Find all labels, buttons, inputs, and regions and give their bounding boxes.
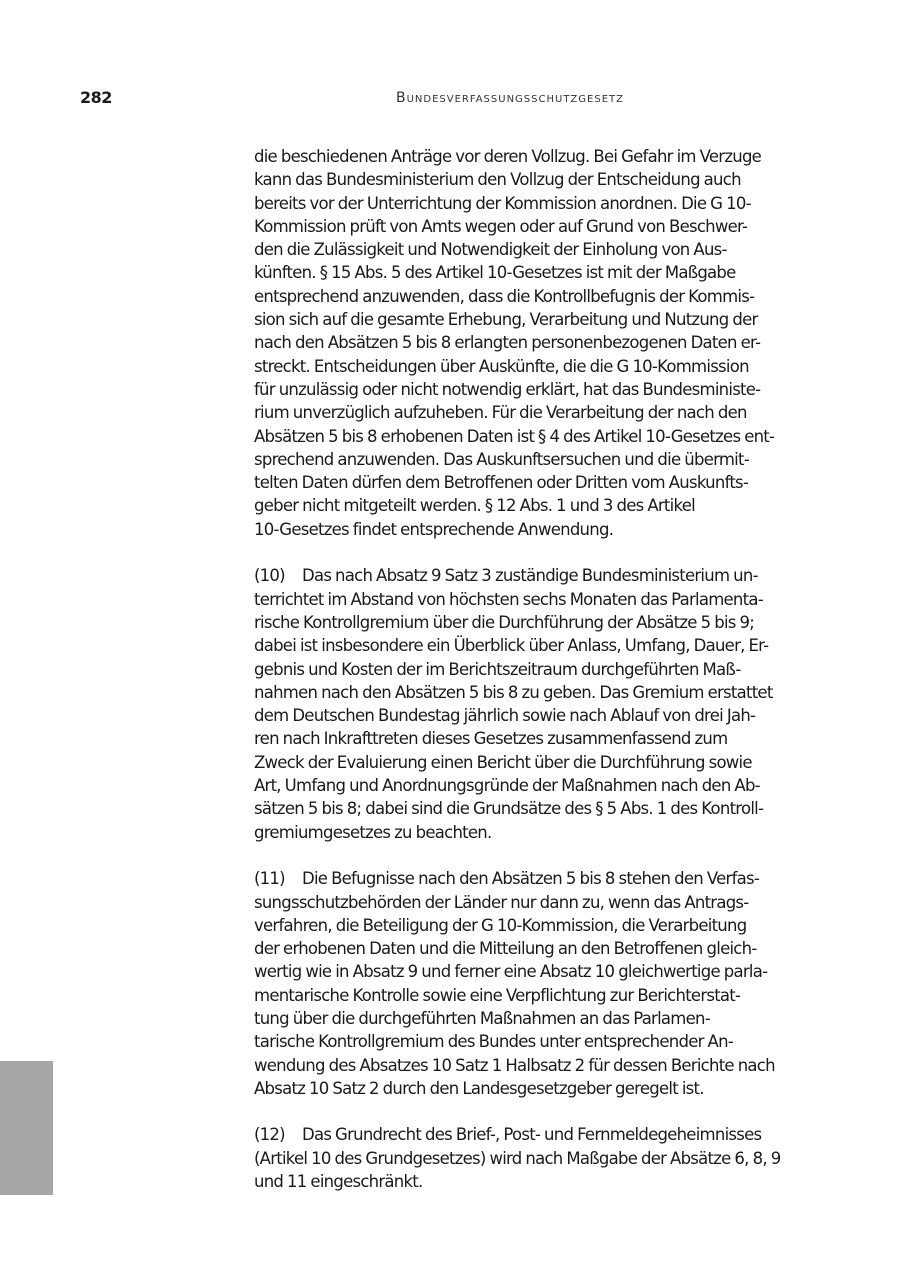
text-line: wendung des Absatzes 10 Satz 1 Halbsatz 2 für dessen Berichte nach	[254, 1055, 775, 1075]
body-text	[254, 145, 814, 1217]
paragraph-10	[254, 564, 814, 844]
text-line: ren nach Inkrafttreten dieses Gesetzes zusammenfassend zum	[254, 729, 728, 749]
text-line	[254, 1123, 814, 1146]
text-line-content: Die Befugnisse nach den Absätzen 5 bis 8 stehen den Verfas-	[302, 869, 760, 889]
text-line: der erhobenen Daten und die Mitteilung an den Betroffenen gleich-	[254, 939, 757, 959]
text-line: Absätzen 5 bis 8 erhobenen Daten ist § 4 des Artikel 10-Gesetzes ent-	[254, 426, 775, 446]
text-line: den die Zulässigkeit und Notwendigkeit der Einholung von Aus-	[254, 240, 727, 260]
text-line: entsprechend anzuwenden, dass die Kontrollbefugnis der Kommis-	[254, 286, 755, 306]
text-line: Art, Umfang und Anordnungsgründe der Maßnahmen nach den Ab-	[254, 776, 760, 796]
running-header: Bundesverfassungsschutzgesetz	[396, 90, 624, 106]
text-line: bereits vor der Unterrichtung der Kommission anordnen. Die G 10-	[254, 193, 751, 213]
text-line: tarische Kontrollgremium des Bundes unter entsprechender An-	[254, 1032, 733, 1052]
text-line: kann das Bundesministerium den Vollzug der Entscheidung auch	[254, 170, 741, 190]
text-line: dabei ist insbesondere ein Überblick über Anlass, Umfang, Dauer, Er-	[254, 636, 769, 656]
text-line: mentarische Kontrolle sowie eine Verpflichtung zur Berichterstat-	[254, 985, 741, 1005]
text-line: sion sich auf die gesamte Erhebung, Verarbeitung und Nutzung der	[254, 310, 758, 330]
text-line	[254, 867, 814, 890]
text-line: dem Deutschen Bundestag jährlich sowie nach Ablauf von drei Jah-	[254, 706, 756, 726]
paragraph-number: (10)	[254, 566, 285, 586]
text-line: telten Daten dürfen dem Betroffenen oder Dritten vom Auskunfts-	[254, 473, 749, 493]
text-line: streckt. Entscheidungen über Auskünfte, die die G 10-Kommission	[254, 356, 749, 376]
text-line: und 11 eingeschränkt.	[254, 1172, 423, 1192]
text-line	[254, 564, 814, 587]
text-line-content: Das Grundrecht des Brief-, Post- und Fernmeldegeheimnisses	[302, 1125, 762, 1145]
text-line: sungsschutzbehörden der Länder nur dann zu, wenn das Antrags-	[254, 892, 749, 912]
text-line: (Artikel 10 des Grundgesetzes) wird nach Maßgabe der Absätze 6, 8, 9	[254, 1148, 781, 1168]
text-line: die beschiedenen Anträge vor deren Vollzug. Bei Gefahr im Verzuge	[254, 147, 762, 166]
text-line: gebnis und Kosten der im Berichtszeitraum durchgeführten Maß-	[254, 659, 741, 679]
text-line: nach den Absätzen 5 bis 8 erlangten personenbezogenen Daten er-	[254, 333, 761, 353]
paragraph-11	[254, 867, 814, 1100]
text-line: rische Kontrollgremium über die Durchführung der Absätze 5 bis 9;	[254, 612, 755, 632]
paragraph-number: (11)	[254, 869, 285, 889]
text-line: geber nicht mitgeteilt werden. § 12 Abs. 1 und 3 des Artikel	[254, 496, 695, 516]
page-number: 282	[80, 88, 112, 107]
text-line: Kommission prüft von Amts wegen oder auf Grund von Beschwer-	[254, 216, 748, 236]
text-line-content: Das nach Absatz 9 Satz 3 zuständige Bundesministerium un-	[302, 566, 758, 586]
text-line: terrichtet im Abstand von höchsten sechs Monaten das Parlamenta-	[254, 589, 763, 609]
text-line: sprechend anzuwenden. Das Auskunftsersuchen und die übermit-	[254, 449, 749, 469]
text-line: Absatz 10 Satz 2 durch den Landesgesetzgeber geregelt ist.	[254, 1078, 704, 1098]
paragraph-continued	[254, 145, 814, 541]
paragraph-12	[254, 1123, 814, 1193]
section-thumb-tab	[0, 1061, 53, 1195]
text-line: für unzulässig oder nicht notwendig erklärt, hat das Bundesministe-	[254, 379, 761, 399]
paragraph-number: (12)	[254, 1125, 285, 1145]
text-line: verfahren, die Beteiligung der G 10-Kommission, die Verarbeitung	[254, 915, 747, 935]
text-line: tung über die durchgeführten Maßnahmen an das Parlamen-	[254, 1008, 710, 1028]
text-line: künften. § 15 Abs. 5 des Artikel 10-Gesetzes ist mit der Maßgabe	[254, 263, 736, 283]
text-line: wertig wie in Absatz 9 und ferner eine Absatz 10 gleichwertige parla-	[254, 962, 768, 982]
text-line: 10-Gesetzes findet entsprechende Anwendung.	[254, 519, 614, 539]
text-line: rium unverzüglich aufzuheben. Für die Verarbeitung der nach den	[254, 403, 747, 423]
text-line: sätzen 5 bis 8; dabei sind die Grundsätze des § 5 Abs. 1 des Kontroll-	[254, 799, 764, 819]
text-line: nahmen nach den Absätzen 5 bis 8 zu geben. Das Gremium erstattet	[254, 682, 773, 702]
text-line: gremiumgesetzes zu beachten.	[254, 822, 492, 842]
text-line: Zweck der Evaluierung einen Bericht über die Durchführung sowie	[254, 752, 752, 772]
